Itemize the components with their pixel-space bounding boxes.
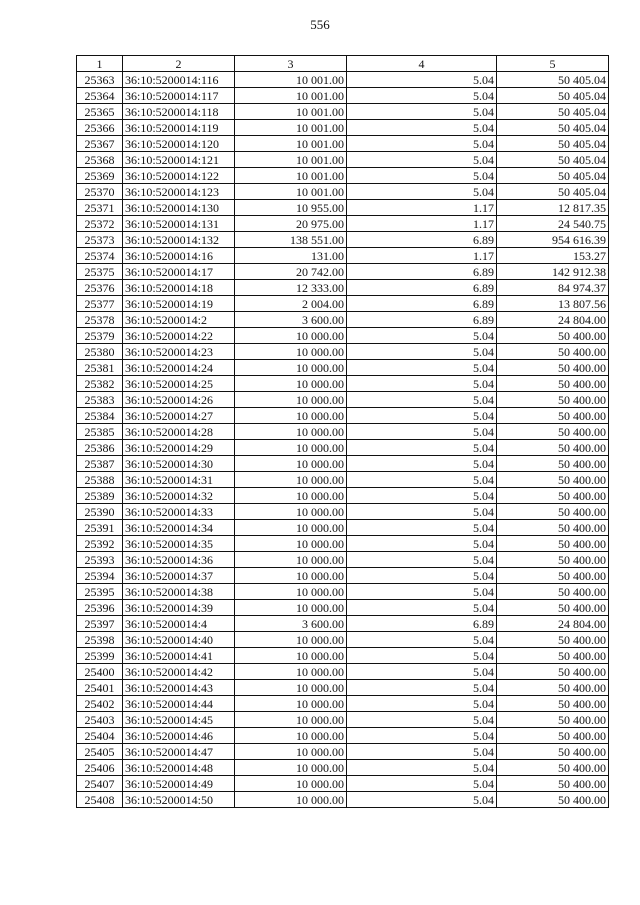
cadastral-number-cell: 36:10:5200014:119 <box>123 120 235 136</box>
area-cell: 10 000.00 <box>235 504 347 520</box>
header-row <box>77 56 609 72</box>
table-row <box>77 88 609 104</box>
rate-cell: 5.04 <box>347 440 497 456</box>
table-row <box>77 456 609 472</box>
area-cell: 10 000.00 <box>235 696 347 712</box>
table-row <box>77 120 609 136</box>
cadastral-number-cell: 36:10:5200014:49 <box>123 776 235 792</box>
rate-cell: 5.04 <box>347 648 497 664</box>
row-number-cell: 25375 <box>77 264 123 280</box>
row-number-cell: 25393 <box>77 552 123 568</box>
cadastral-number-cell: 36:10:5200014:28 <box>123 424 235 440</box>
area-cell: 131.00 <box>235 248 347 264</box>
table-row <box>77 200 609 216</box>
rate-cell: 5.04 <box>347 552 497 568</box>
area-cell: 10 000.00 <box>235 392 347 408</box>
table-row <box>77 440 609 456</box>
cadastral-number-cell: 36:10:5200014:4 <box>123 616 235 632</box>
total-cell: 50 405.04 <box>497 184 609 200</box>
area-cell: 10 001.00 <box>235 120 347 136</box>
row-number-cell: 25386 <box>77 440 123 456</box>
total-cell: 153.27 <box>497 248 609 264</box>
table-row <box>77 504 609 520</box>
total-cell: 50 400.00 <box>497 584 609 600</box>
area-cell: 10 000.00 <box>235 792 347 808</box>
row-number-cell: 25392 <box>77 536 123 552</box>
area-cell: 10 000.00 <box>235 744 347 760</box>
rate-cell: 5.04 <box>347 360 497 376</box>
cadastral-number-cell: 36:10:5200014:48 <box>123 760 235 776</box>
row-number-cell: 25390 <box>77 504 123 520</box>
cadastral-number-cell: 36:10:5200014:34 <box>123 520 235 536</box>
table-row <box>77 776 609 792</box>
cadastral-number-cell: 36:10:5200014:50 <box>123 792 235 808</box>
rate-cell: 5.04 <box>347 392 497 408</box>
area-cell: 10 000.00 <box>235 680 347 696</box>
row-number-cell: 25400 <box>77 664 123 680</box>
table-row <box>77 424 609 440</box>
cadastral-number-cell: 36:10:5200014:33 <box>123 504 235 520</box>
rate-cell: 5.04 <box>347 120 497 136</box>
table-row <box>77 408 609 424</box>
cadastral-number-cell: 36:10:5200014:38 <box>123 584 235 600</box>
cadastral-number-cell: 36:10:5200014:16 <box>123 248 235 264</box>
row-number-cell: 25367 <box>77 136 123 152</box>
total-cell: 50 400.00 <box>497 552 609 568</box>
rate-cell: 1.17 <box>347 248 497 264</box>
table-row <box>77 104 609 120</box>
cadastral-number-cell: 36:10:5200014:23 <box>123 344 235 360</box>
table-row <box>77 584 609 600</box>
cadastral-number-cell: 36:10:5200014:32 <box>123 488 235 504</box>
rate-cell: 5.04 <box>347 680 497 696</box>
row-number-cell: 25384 <box>77 408 123 424</box>
area-cell: 10 000.00 <box>235 776 347 792</box>
row-number-cell: 25403 <box>77 712 123 728</box>
total-cell: 50 400.00 <box>497 328 609 344</box>
table-row <box>77 184 609 200</box>
row-number-cell: 25397 <box>77 616 123 632</box>
area-cell: 138 551.00 <box>235 232 347 248</box>
total-cell: 24 804.00 <box>497 312 609 328</box>
area-cell: 10 000.00 <box>235 376 347 392</box>
rate-cell: 5.04 <box>347 520 497 536</box>
rate-cell: 5.04 <box>347 664 497 680</box>
total-cell: 50 400.00 <box>497 696 609 712</box>
table-row <box>77 632 609 648</box>
rate-cell: 5.04 <box>347 328 497 344</box>
row-number-cell: 25399 <box>77 648 123 664</box>
rate-cell: 6.89 <box>347 296 497 312</box>
area-cell: 10 001.00 <box>235 184 347 200</box>
cadastral-number-cell: 36:10:5200014:41 <box>123 648 235 664</box>
table-row <box>77 472 609 488</box>
area-cell: 10 000.00 <box>235 520 347 536</box>
rate-cell: 5.04 <box>347 104 497 120</box>
table-row <box>77 536 609 552</box>
table-row <box>77 600 609 616</box>
cadastral-number-cell: 36:10:5200014:22 <box>123 328 235 344</box>
cadastral-number-cell: 36:10:5200014:27 <box>123 408 235 424</box>
table-row <box>77 696 609 712</box>
total-cell: 50 405.04 <box>497 120 609 136</box>
rate-cell: 5.04 <box>347 408 497 424</box>
rate-cell: 6.89 <box>347 616 497 632</box>
row-number-cell: 25389 <box>77 488 123 504</box>
total-cell: 50 400.00 <box>497 600 609 616</box>
area-cell: 10 001.00 <box>235 136 347 152</box>
cadastral-number-cell: 36:10:5200014:130 <box>123 200 235 216</box>
table-row <box>77 648 609 664</box>
area-cell: 3 600.00 <box>235 616 347 632</box>
rate-cell: 5.04 <box>347 728 497 744</box>
table-row <box>77 680 609 696</box>
rate-cell: 5.04 <box>347 760 497 776</box>
area-cell: 10 001.00 <box>235 72 347 88</box>
table-row <box>77 168 609 184</box>
rate-cell: 5.04 <box>347 72 497 88</box>
total-cell: 50 405.04 <box>497 136 609 152</box>
rate-cell: 1.17 <box>347 216 497 232</box>
total-cell: 50 400.00 <box>497 536 609 552</box>
total-cell: 50 400.00 <box>497 744 609 760</box>
cadastral-number-cell: 36:10:5200014:42 <box>123 664 235 680</box>
row-number-cell: 25396 <box>77 600 123 616</box>
rate-cell: 5.04 <box>347 456 497 472</box>
rate-cell: 5.04 <box>347 776 497 792</box>
table-row <box>77 568 609 584</box>
total-cell: 50 400.00 <box>497 680 609 696</box>
cadastral-number-cell: 36:10:5200014:25 <box>123 376 235 392</box>
row-number-cell: 25391 <box>77 520 123 536</box>
area-cell: 10 000.00 <box>235 488 347 504</box>
row-number-cell: 25406 <box>77 760 123 776</box>
total-cell: 50 400.00 <box>497 760 609 776</box>
area-cell: 10 000.00 <box>235 536 347 552</box>
total-cell: 50 405.04 <box>497 104 609 120</box>
total-cell: 24 804.00 <box>497 616 609 632</box>
rate-cell: 5.04 <box>347 424 497 440</box>
cadastral-number-cell: 36:10:5200014:122 <box>123 168 235 184</box>
row-number-cell: 25401 <box>77 680 123 696</box>
table-row <box>77 376 609 392</box>
row-number-cell: 25377 <box>77 296 123 312</box>
total-cell: 50 400.00 <box>497 632 609 648</box>
rate-cell: 5.04 <box>347 600 497 616</box>
area-cell: 20 975.00 <box>235 216 347 232</box>
rate-cell: 5.04 <box>347 488 497 504</box>
table-row <box>77 344 609 360</box>
cadastral-number-cell: 36:10:5200014:132 <box>123 232 235 248</box>
cadastral-number-cell: 36:10:5200014:120 <box>123 136 235 152</box>
area-cell: 3 600.00 <box>235 312 347 328</box>
total-cell: 50 400.00 <box>497 344 609 360</box>
area-cell: 10 000.00 <box>235 440 347 456</box>
area-cell: 10 000.00 <box>235 408 347 424</box>
row-number-cell: 25369 <box>77 168 123 184</box>
row-number-cell: 25395 <box>77 584 123 600</box>
area-cell: 10 000.00 <box>235 344 347 360</box>
rate-cell: 5.04 <box>347 584 497 600</box>
cadastral-number-cell: 36:10:5200014:39 <box>123 600 235 616</box>
table-row <box>77 264 609 280</box>
total-cell: 50 400.00 <box>497 664 609 680</box>
area-cell: 10 000.00 <box>235 728 347 744</box>
row-number-cell: 25365 <box>77 104 123 120</box>
area-cell: 10 000.00 <box>235 360 347 376</box>
table-row <box>77 280 609 296</box>
rate-cell: 5.04 <box>347 472 497 488</box>
rate-cell: 5.04 <box>347 168 497 184</box>
table-header <box>77 56 609 72</box>
area-cell: 10 000.00 <box>235 648 347 664</box>
table-row <box>77 248 609 264</box>
total-cell: 50 400.00 <box>497 568 609 584</box>
row-number-cell: 25374 <box>77 248 123 264</box>
registry-table <box>76 55 609 808</box>
total-cell: 50 400.00 <box>497 472 609 488</box>
cadastral-number-cell: 36:10:5200014:17 <box>123 264 235 280</box>
row-number-cell: 25394 <box>77 568 123 584</box>
area-cell: 10 000.00 <box>235 760 347 776</box>
table-row <box>77 72 609 88</box>
row-number-cell: 25368 <box>77 152 123 168</box>
cadastral-number-cell: 36:10:5200014:36 <box>123 552 235 568</box>
total-cell: 50 400.00 <box>497 392 609 408</box>
table-row <box>77 216 609 232</box>
area-cell: 2 004.00 <box>235 296 347 312</box>
rate-cell: 5.04 <box>347 344 497 360</box>
total-cell: 24 540.75 <box>497 216 609 232</box>
column-header-2: 2 <box>123 56 235 72</box>
rate-cell: 5.04 <box>347 536 497 552</box>
cadastral-number-cell: 36:10:5200014:19 <box>123 296 235 312</box>
area-cell: 10 001.00 <box>235 88 347 104</box>
cadastral-number-cell: 36:10:5200014:123 <box>123 184 235 200</box>
total-cell: 50 405.04 <box>497 88 609 104</box>
cadastral-number-cell: 36:10:5200014:43 <box>123 680 235 696</box>
total-cell: 954 616.39 <box>497 232 609 248</box>
table-row <box>77 152 609 168</box>
rate-cell: 5.04 <box>347 568 497 584</box>
row-number-cell: 25363 <box>77 72 123 88</box>
row-number-cell: 25405 <box>77 744 123 760</box>
table-row <box>77 552 609 568</box>
total-cell: 50 400.00 <box>497 488 609 504</box>
total-cell: 84 974.37 <box>497 280 609 296</box>
area-cell: 10 001.00 <box>235 104 347 120</box>
area-cell: 10 000.00 <box>235 584 347 600</box>
column-header-5: 5 <box>497 56 609 72</box>
total-cell: 13 807.56 <box>497 296 609 312</box>
table-row <box>77 232 609 248</box>
row-number-cell: 25381 <box>77 360 123 376</box>
cadastral-number-cell: 36:10:5200014:24 <box>123 360 235 376</box>
total-cell: 50 400.00 <box>497 360 609 376</box>
rate-cell: 5.04 <box>347 712 497 728</box>
table-row <box>77 712 609 728</box>
column-header-1: 1 <box>77 56 123 72</box>
row-number-cell: 25404 <box>77 728 123 744</box>
row-number-cell: 25379 <box>77 328 123 344</box>
row-number-cell: 25408 <box>77 792 123 808</box>
cadastral-number-cell: 36:10:5200014:44 <box>123 696 235 712</box>
row-number-cell: 25402 <box>77 696 123 712</box>
table-row <box>77 312 609 328</box>
row-number-cell: 25370 <box>77 184 123 200</box>
row-number-cell: 25398 <box>77 632 123 648</box>
total-cell: 50 400.00 <box>497 520 609 536</box>
total-cell: 50 400.00 <box>497 792 609 808</box>
total-cell: 50 400.00 <box>497 504 609 520</box>
rate-cell: 5.04 <box>347 632 497 648</box>
area-cell: 10 955.00 <box>235 200 347 216</box>
table-row <box>77 328 609 344</box>
cadastral-number-cell: 36:10:5200014:26 <box>123 392 235 408</box>
rate-cell: 6.89 <box>347 280 497 296</box>
column-header-4: 4 <box>347 56 497 72</box>
row-number-cell: 25380 <box>77 344 123 360</box>
cadastral-number-cell: 36:10:5200014:46 <box>123 728 235 744</box>
table-row <box>77 488 609 504</box>
total-cell: 12 817.35 <box>497 200 609 216</box>
table-row <box>77 136 609 152</box>
row-number-cell: 25407 <box>77 776 123 792</box>
total-cell: 50 405.04 <box>497 72 609 88</box>
rate-cell: 6.89 <box>347 264 497 280</box>
rate-cell: 6.89 <box>347 312 497 328</box>
table-row <box>77 360 609 376</box>
area-cell: 12 333.00 <box>235 280 347 296</box>
table-row <box>77 760 609 776</box>
row-number-cell: 25383 <box>77 392 123 408</box>
row-number-cell: 25385 <box>77 424 123 440</box>
row-number-cell: 25387 <box>77 456 123 472</box>
area-cell: 10 000.00 <box>235 712 347 728</box>
total-cell: 50 400.00 <box>497 776 609 792</box>
area-cell: 10 000.00 <box>235 568 347 584</box>
area-cell: 10 000.00 <box>235 472 347 488</box>
table-row <box>77 616 609 632</box>
area-cell: 10 000.00 <box>235 664 347 680</box>
cadastral-number-cell: 36:10:5200014:45 <box>123 712 235 728</box>
row-number-cell: 25366 <box>77 120 123 136</box>
table-row <box>77 664 609 680</box>
total-cell: 50 400.00 <box>497 440 609 456</box>
total-cell: 142 912.38 <box>497 264 609 280</box>
row-number-cell: 25373 <box>77 232 123 248</box>
cadastral-number-cell: 36:10:5200014:30 <box>123 456 235 472</box>
table-row <box>77 792 609 808</box>
area-cell: 10 001.00 <box>235 168 347 184</box>
area-cell: 10 001.00 <box>235 152 347 168</box>
area-cell: 10 000.00 <box>235 600 347 616</box>
row-number-cell: 25364 <box>77 88 123 104</box>
rate-cell: 5.04 <box>347 744 497 760</box>
rate-cell: 5.04 <box>347 376 497 392</box>
table-row <box>77 520 609 536</box>
cadastral-number-cell: 36:10:5200014:40 <box>123 632 235 648</box>
total-cell: 50 400.00 <box>497 728 609 744</box>
row-number-cell: 25378 <box>77 312 123 328</box>
cadastral-number-cell: 36:10:5200014:117 <box>123 88 235 104</box>
total-cell: 50 400.00 <box>497 712 609 728</box>
rate-cell: 5.04 <box>347 504 497 520</box>
cadastral-number-cell: 36:10:5200014:116 <box>123 72 235 88</box>
area-cell: 10 000.00 <box>235 552 347 568</box>
cadastral-number-cell: 36:10:5200014:37 <box>123 568 235 584</box>
rate-cell: 1.17 <box>347 200 497 216</box>
column-header-3: 3 <box>235 56 347 72</box>
table-row <box>77 744 609 760</box>
area-cell: 20 742.00 <box>235 264 347 280</box>
rate-cell: 5.04 <box>347 696 497 712</box>
rate-cell: 6.89 <box>347 232 497 248</box>
table-body <box>77 72 609 808</box>
row-number-cell: 25382 <box>77 376 123 392</box>
page-number: 556 <box>310 17 330 32</box>
cadastral-number-cell: 36:10:5200014:35 <box>123 536 235 552</box>
cadastral-number-cell: 36:10:5200014:118 <box>123 104 235 120</box>
area-cell: 10 000.00 <box>235 424 347 440</box>
row-number-cell: 25376 <box>77 280 123 296</box>
total-cell: 50 400.00 <box>497 424 609 440</box>
area-cell: 10 000.00 <box>235 328 347 344</box>
rate-cell: 5.04 <box>347 136 497 152</box>
table-row <box>77 728 609 744</box>
cadastral-number-cell: 36:10:5200014:47 <box>123 744 235 760</box>
rate-cell: 5.04 <box>347 88 497 104</box>
cadastral-number-cell: 36:10:5200014:29 <box>123 440 235 456</box>
area-cell: 10 000.00 <box>235 632 347 648</box>
table-row <box>77 296 609 312</box>
table-row <box>77 392 609 408</box>
area-cell: 10 000.00 <box>235 456 347 472</box>
cadastral-number-cell: 36:10:5200014:18 <box>123 280 235 296</box>
row-number-cell: 25372 <box>77 216 123 232</box>
total-cell: 50 400.00 <box>497 456 609 472</box>
total-cell: 50 400.00 <box>497 376 609 392</box>
rate-cell: 5.04 <box>347 184 497 200</box>
total-cell: 50 405.04 <box>497 168 609 184</box>
cadastral-number-cell: 36:10:5200014:131 <box>123 216 235 232</box>
cadastral-number-cell: 36:10:5200014:2 <box>123 312 235 328</box>
cadastral-number-cell: 36:10:5200014:31 <box>123 472 235 488</box>
row-number-cell: 25371 <box>77 200 123 216</box>
total-cell: 50 400.00 <box>497 648 609 664</box>
total-cell: 50 405.04 <box>497 152 609 168</box>
rate-cell: 5.04 <box>347 792 497 808</box>
cadastral-number-cell: 36:10:5200014:121 <box>123 152 235 168</box>
rate-cell: 5.04 <box>347 152 497 168</box>
total-cell: 50 400.00 <box>497 408 609 424</box>
row-number-cell: 25388 <box>77 472 123 488</box>
